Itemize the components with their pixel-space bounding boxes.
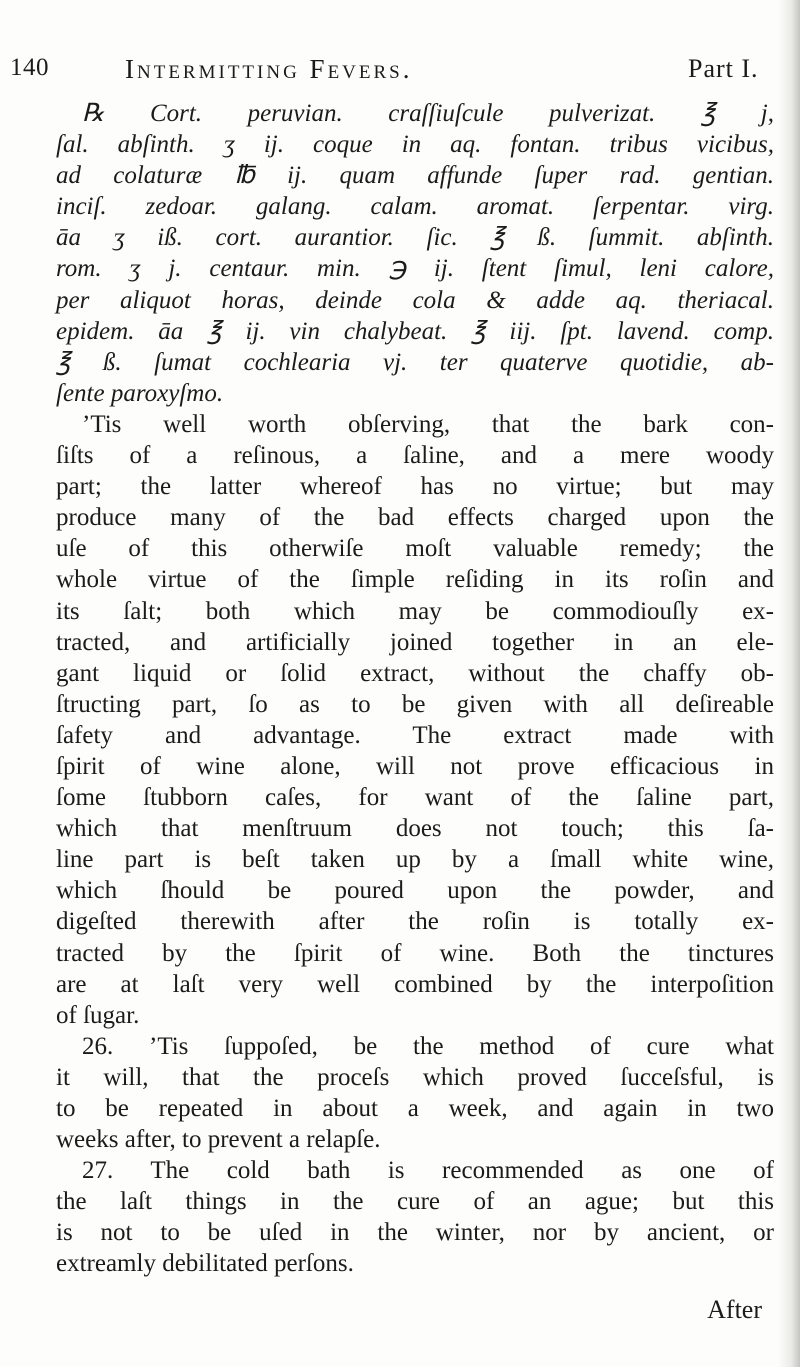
text-line: ſome ſtubborn caſes, for want of the ſaline part, [56,784,774,812]
text-line: ſafety and advantage. The extract made with [56,721,774,749]
text-line: ’Tis well worth obſerving, that the bark con- [82,410,774,438]
text-line: which that menſtruum does not touch; this ſa- [56,815,774,843]
text-line: ℥ ß. ſumat cochlearia vj. ter quaterve quotidie, ab- [56,348,774,376]
text-line: digeſted therewith after the roſin is totally ex- [56,908,774,936]
catchword: After [707,1294,762,1324]
text-line: to be repeated in about a week, and again in two [56,1095,774,1122]
text-line: inciſ. zedoar. galang. calam. aromat. ſerpentar. virg. [56,193,774,221]
text-line: the laſt things in the cure of an ague; but this [56,1188,774,1216]
text-line: epidem. āa ℥ ij. vin chalybeat. ℥ iij. ſpt. lavend. comp. [56,317,774,345]
text-line: produce many of the bad effects charged upon the [56,504,774,532]
text-line: ſal. abſinth. ʒ ij. coque in aq. fontan. tribus vicibus, [56,131,774,159]
text-line: of ſugar. [56,1001,140,1029]
text-line: its ſalt; both which may be commodiouſly ex- [56,597,774,625]
text-line: extreamly debilitated perſons. [56,1250,354,1278]
text-line: part; the latter whereof has no virtue; but may [56,473,774,501]
text-line: 27. The cold bath is recommended as one of [82,1157,774,1185]
running-head: Intermitting Fevers. [125,54,413,84]
text-line: ſtructing part, ſo as to be given with all deſireable [56,690,774,718]
page-edge-shadow [778,0,800,1367]
body-text [56,98,774,1325]
text-line: per aliquot horas, deinde cola & adde aq. theriacal. [56,286,774,314]
page-number: 140 [10,54,49,81]
text-line: whole virtue of the ſimple reſiding in its roſin and [56,566,774,594]
text-line: ſpirit of wine alone, will not prove efficacious in [56,752,774,780]
text-line: 26. ’Tis ſuppoſed, be the method of cure what [82,1032,774,1060]
page-header [0,54,800,94]
text-line: which ſhould be poured upon the powder, and [56,877,774,905]
text-line: uſe of this otherwiſe moſt valuable remedy; the [56,535,774,563]
text-line: ℞ Cort. peruvian. craſſiuſcule pulverizat. ℥ j, [82,100,774,127]
text-line: rom. ʒ j. centaur. min. ℈ ij. ſtent ſimul, leni calore, [56,255,774,283]
text-line: ſente paroxyſmo. [56,379,224,407]
part-label: Part I. [688,54,759,83]
text-line: ſiſts of a reſinous, a ſaline, and a mere woody [56,442,774,470]
text-line: is not to be uſed in the winter, nor by ancient, or [56,1219,774,1247]
text-line: are at laſt very well combined by the interpoſition [56,970,774,998]
text-line: it will, that the proceſs which proved ſucceſsful, is [56,1063,774,1091]
text-line: weeks after, to prevent a relapſe. [56,1126,381,1154]
text-line: gant liquid or ſolid extract, without the chaffy ob- [56,659,774,687]
text-line: āa ʒ iß. cort. aurantior. ſic. ℥ ß. ſummit. abſinth. [56,224,774,252]
text-line: tracted, and artificially joined together in an ele- [56,628,774,656]
text-line: line part is beſt taken up by a ſmall white wine, [56,846,774,874]
text-line: ad colaturæ ℔ ij. quam affunde ſuper rad. gentian. [56,162,774,190]
text-line: tracted by the ſpirit of wine. Both the tinctures [56,939,774,967]
